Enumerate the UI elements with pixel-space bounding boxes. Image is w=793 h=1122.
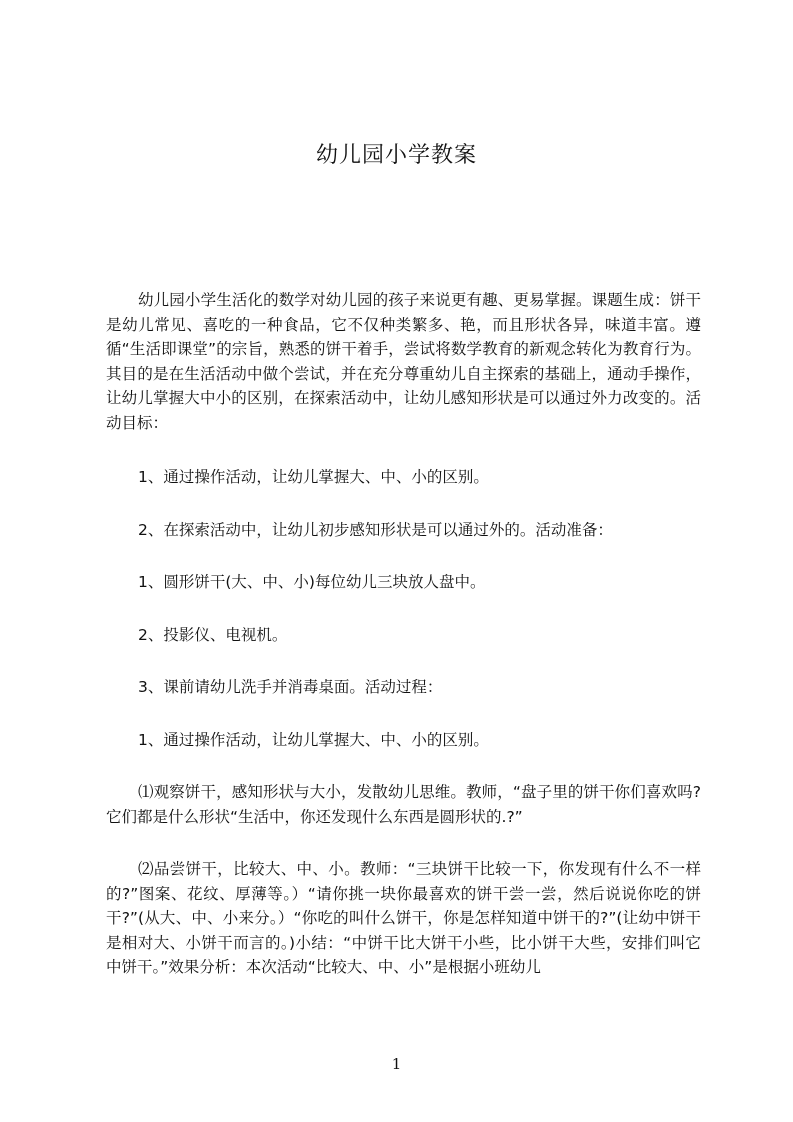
- intro-paragraph: 幼儿园小学生活化的数学对幼儿园的孩子来说更有趣、更易掌握。课题生成：饼干是幼儿常见、喜吃的一种食品，它不仅种类繁多、艳，而且形状各异，味道丰富。遵循“生活即课堂”的宗旨，熟悉的饼干着手，尝试将数学教育的新观念转化为教育行为。其目的是在生活活动中做个尝试，并在充分尊重幼儿自主探索的基础上，通动手操作，让幼儿掌握大中小的区别，在探索活动中，让幼儿感知形状是可以通过外力改变的。活动目标：: [106, 291, 701, 432]
- list-item: 1、圆形饼干(大、中、小)每位幼儿三块放人盘中。: [138, 573, 486, 591]
- list-item: 2、投影仪、电视机。: [138, 625, 288, 644]
- document-body: [106, 288, 701, 980]
- list-item: 1、通过操作活动，让幼儿掌握大、中、小的区别。: [138, 468, 489, 486]
- list-item: 2、在探索活动中，让幼儿初步感知形状是可以通过外的。活动准备：: [138, 520, 613, 539]
- step-2-paragraph: ⑵品尝饼干，比较大、中、小。教师：“三块饼干比较一下，你发现有什么不一样的?”图案、花纹、厚薄等。）“请你挑一块你最喜欢的饼干尝一尝，然后说说你吃的饼干?”(从大、中、小来分。）“你吃的叫什么饼干，你是怎样知道中饼干的?”(让幼中饼干是相对大、小饼干而言的。)小结：“中饼干比大饼干小些，比小饼干大些，安排们叫它中饼干。”效果分析：本次活动“比较大、中、小”是根据小班幼儿: [106, 860, 701, 976]
- step-1-paragraph: ⑴观察饼干，感知形状与大小，发散幼儿思维。教师，“盘子里的饼干你们喜欢吗?它们都是什么形状“生活中，你还发现什么东西是圆形状的.?”: [106, 783, 701, 826]
- list-item: 1、通过操作活动，让幼儿掌握大、中、小的区别。: [138, 730, 489, 749]
- page-number: 1: [391, 1055, 402, 1073]
- page-title: 幼儿园小学教案: [315, 143, 477, 168]
- list-item: 3、课前请幼儿洗手并消毒桌面。活动过程：: [138, 678, 443, 696]
